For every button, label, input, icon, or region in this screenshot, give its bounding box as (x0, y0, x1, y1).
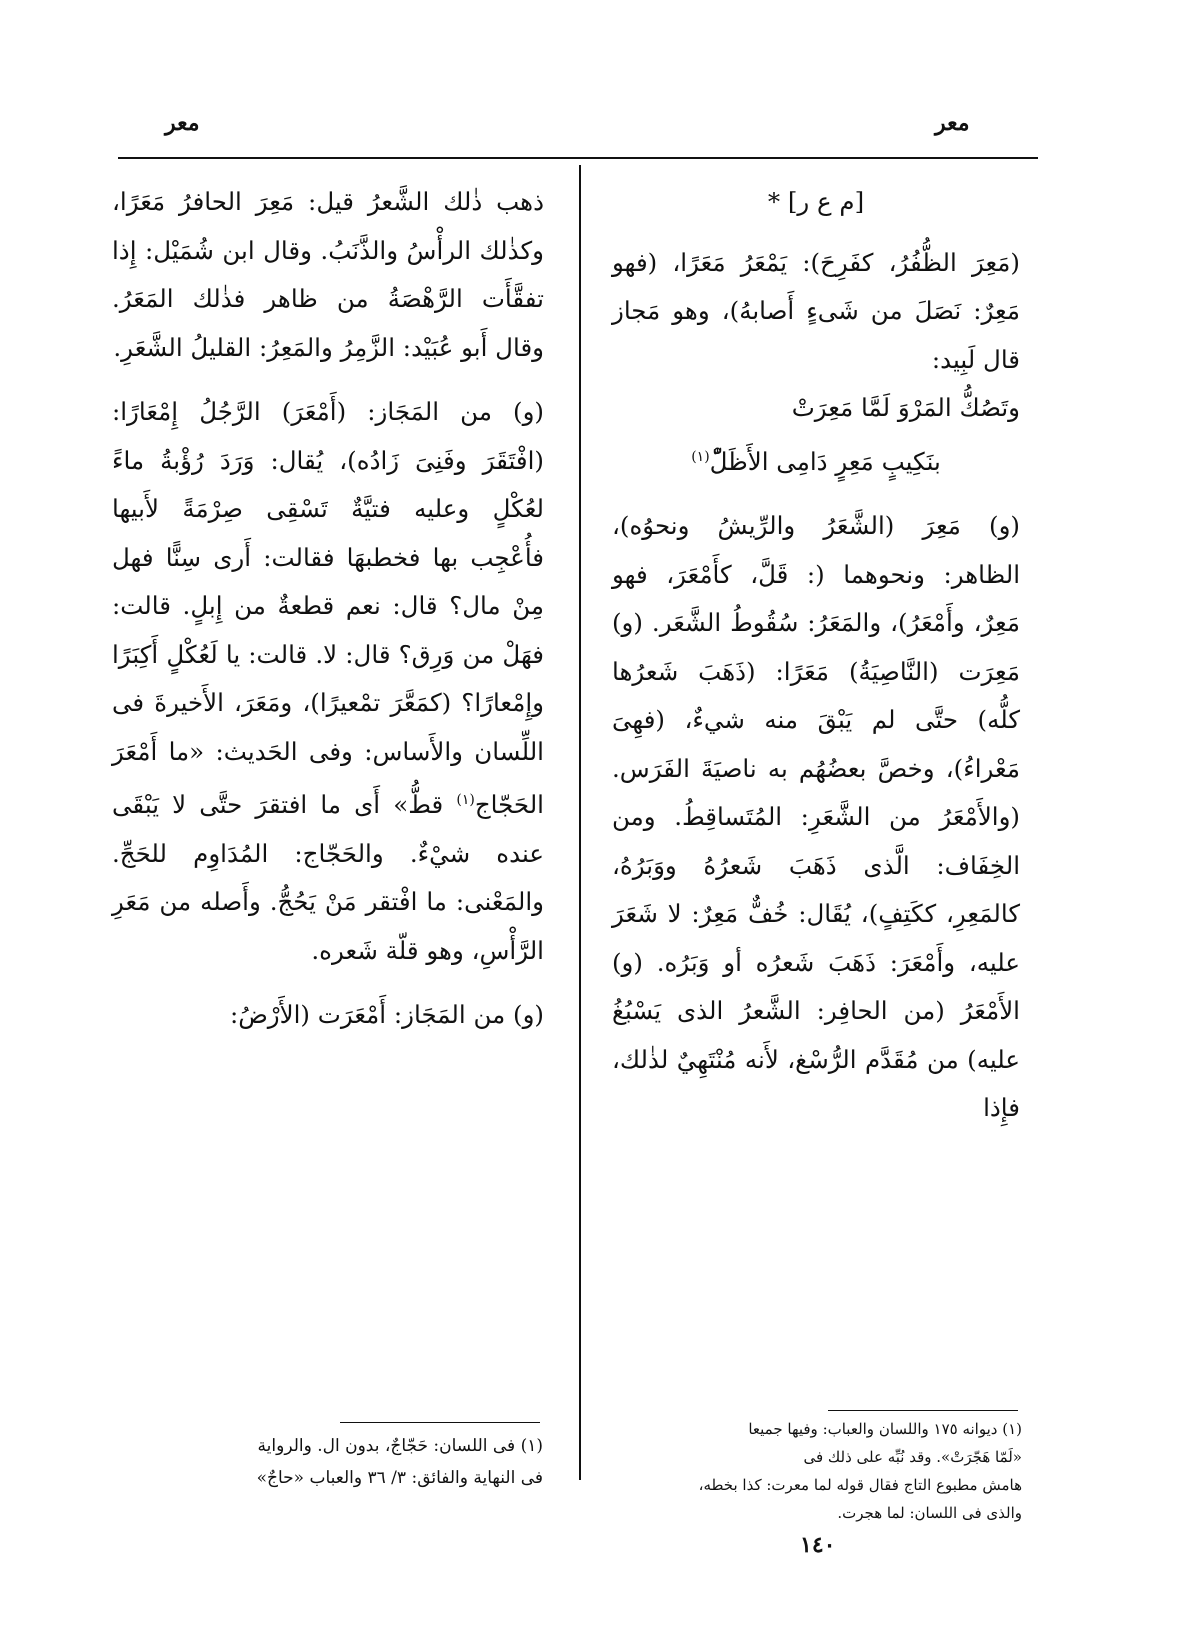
footnote-line: والذى فى اللسان: لما هجرت. (837, 1504, 1022, 1522)
footnote-line: «لَمّا هَجّرَتْ». وقد نُبِّه على ذلك فى (803, 1448, 1022, 1466)
paragraph: (و) من المَجَاز: أَمْعَرَت (الأَرْضُ: (229, 1000, 544, 1030)
footnote-line: (١) فى اللسان: حَجّاجٌ، بدون ال. والرواية (257, 1436, 543, 1456)
verse-text: بنَكِيبٍ مَعِرٍ دَامِى الأَظَلّْ (709, 446, 941, 476)
left-column (112, 178, 544, 1040)
footnote-marker: (١) (456, 792, 475, 808)
column-divider (579, 165, 581, 1480)
footnote-line: فى النهاية والفائق: ٣/ ٣٦ والعباب «حاجٌ» (256, 1468, 543, 1488)
paragraph: ذهب ذٰلك الشَّعرُ قيل: مَعِرَ الحافرُ مَعَرًا، وكذٰلك الرأْسُ والذَّنَبُ. وقال ابن شُمَيْل: إِذا تفقَّأَت الرَّهْصَةُ من ظاهر فذٰلك المَعَرُ. وقال أَبو عُبَيْد: الزَّمِرُ والمَعِرُ: القليلُ الشَّعَرِ. (112, 187, 544, 362)
footnote-rule (828, 1410, 1018, 1411)
entry-heading: [م ع ر] * (767, 187, 865, 216)
page-number: ١٤٠ (800, 1532, 836, 1558)
footnotes-right (612, 1415, 1022, 1527)
footnote-line: (١) ديوانه ١٧٥ واللسان والعباب: وفيها جميعا (748, 1420, 1022, 1438)
running-header-left: معر (165, 110, 200, 136)
running-header-right: معر (935, 110, 970, 136)
footnotes-left (118, 1430, 543, 1494)
footnote-rule (340, 1422, 540, 1423)
paragraph: (و) مَعِرَ (الشَّعَرُ والرِّيشُ ونحوُه)، الظاهر: ونحوهما (: قَلَّ، كأَمْعَرَ، فهو مَعِرٌ، وأَمْعَرُ)، والمَعَرُ: سُقُوطُ الشَّعَر. (و) مَعِرَت (النَّاصِيَةُ) مَعَرًا: (ذَهَبَ شَعرُها كلُّه) حتَّى لم يَبْقَ منه شيءٌ، (فهِىَ مَعْراءُ)، وخصَّ بعضُهُم به ناصيَةَ الفَرَس. (والأَمْعَرُ من الشَّعَرِ: المُتَساقِطُ. ومن الخِفَاف: الَّذى ذَهَبَ شَعرُهُ ووَبَرُهُ، كالمَعِرِ، ككَتِفٍ)، يُقَال: خُفٌّ مَعِرٌ: لا شَعَرَ عليه، وأَمْعَرَ: ذَهَبَ شَعرُه أو وَبَرُه. (و) الأَمْعَرُ (من الحافِر: الشَّعرُ الذى يَسْبُغُ عليه) من مُقَدَّم الرُّسْغ، لأَنه مُنْتَهِيٌ لذٰلك، فإِذا (612, 511, 1020, 1123)
footnote-marker: (١) (691, 448, 710, 465)
verse-line (612, 433, 1020, 487)
verse-line: وتَصُكُّ المَرْوَ لَمَّا مَعِرَتْ (791, 393, 1020, 422)
paragraph-text: (و) من المَجَاز: (أَمْعَرَ) الرَّجُلُ إِمْعَارًا: (افْتَقَرَ وفَنِىَ زَادُه)، يُقال: وَرَدَ رُؤْبةُ ماءً لعُكْلٍ وعليه فتيَّةٌ تَسْقِى صِرْمَةً لأَبيها فأُعْجِب بها فخطبهَا فقالت: أَرى سِنًّا فهل مِنْ مال؟ قال: نعم قطعةٌ من إِبلٍ. قالت: فهَلْ من وَرِق؟ قال: لا. قالت: يا لَعُكْلٍ أَكِبَرًا وإِمْعارًا؟ (كمَعَّرَ تمْعيرًا)، ومَعَرَ، الأَخيرةَ فى اللِّسان والأَساس: وفى الحَديث: «ما أَمْعَرَ الحَجّاج (112, 397, 544, 820)
paragraph-text: قطُّ» أَى ما افتقرَ حتَّى لا يَبْقَى عنده شيْءٌ. والحَجّاج: المُدَاوِم للحَجِّ. والمَعْنى: ما افْتقر مَنْ يَحُجُّ. وأَصله من مَعَرِ الرَّأْسِ، وهو قلّة شَعره. (112, 790, 544, 965)
paragraph (112, 388, 544, 975)
header-rule (118, 157, 1038, 159)
footnote-line: هامش مطبوع التاج فقال قوله لما معرت: كذا بخطه، (698, 1476, 1022, 1494)
paragraph: (مَعِرَ الظُّفُرُ، كفَرِحَ): يَمْعَرُ مَعَرًا، (فهو مَعِرٌ: نَصَلَ من شَىءٍ أَصابهُ)، وهو مَجاز قال لَبِيد: (612, 247, 1020, 374)
right-column (612, 178, 1020, 1133)
